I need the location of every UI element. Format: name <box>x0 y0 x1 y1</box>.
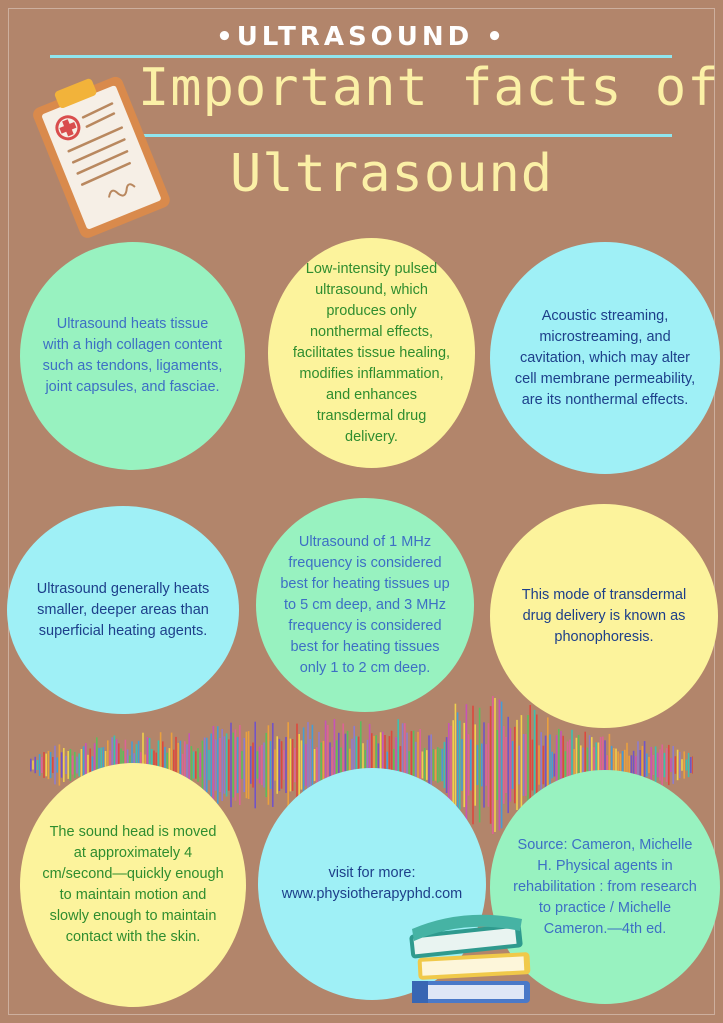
wave-bar <box>309 739 311 791</box>
wave-bar <box>72 756 74 775</box>
wave-bar <box>54 746 56 785</box>
wave-bar <box>210 734 212 797</box>
wave-bar <box>290 739 292 792</box>
wave-bar <box>554 754 556 777</box>
wave-bar <box>298 734 300 796</box>
wave-bar <box>250 746 252 784</box>
wave-bar <box>246 732 248 799</box>
wave-bar <box>477 745 479 785</box>
wave-bar <box>279 739 281 791</box>
wave-bar <box>281 741 283 789</box>
wave-bar <box>213 726 215 804</box>
fact-circle-collagen <box>20 242 245 470</box>
wave-bar <box>472 706 474 825</box>
fact-text: Ultrasound generally heats smaller, deeper areas than superficial heating agents. <box>36 580 210 639</box>
wave-bar <box>217 726 219 803</box>
wave-bar <box>481 744 483 787</box>
wave-bar <box>468 734 470 795</box>
wave-bar <box>230 723 232 808</box>
wave-bar <box>474 724 476 805</box>
wave-bar <box>296 724 298 807</box>
wave-bar <box>677 750 679 781</box>
wave-bar <box>232 733 234 798</box>
kicker-label: •ULTRASOUND • <box>216 22 507 52</box>
wave-bar <box>215 739 217 790</box>
wave-bar <box>56 757 58 772</box>
wave-bar <box>446 737 448 793</box>
wave-bar <box>675 756 677 774</box>
wave-bar <box>301 740 303 789</box>
wave-bar <box>285 737 287 793</box>
wave-bar <box>294 748 296 782</box>
wave-bar <box>287 722 289 808</box>
source-text: Source: Cameron, Michelle H. Physical agents in rehabilitation : from research to practice / Michelle Cameron.—4th ed. <box>513 836 697 937</box>
wave-bar <box>459 721 461 810</box>
fact-circle-frequency <box>256 498 474 712</box>
wave-bar <box>686 760 688 771</box>
wave-bar <box>48 751 50 779</box>
wave-bar <box>499 700 501 831</box>
wave-bar <box>191 746 193 784</box>
wave-bar <box>666 748 668 782</box>
wave-bar <box>466 704 468 826</box>
wave-bar <box>78 754 80 777</box>
wave-bar <box>490 706 492 824</box>
wave-bar <box>483 722 485 807</box>
wave-bar <box>659 749 661 780</box>
wave-bar <box>199 753 201 778</box>
wave-bar <box>681 759 683 771</box>
title-line-1: Important facts of <box>138 58 720 118</box>
wave-bar <box>274 750 276 781</box>
wave-bar <box>521 715 523 815</box>
wave-bar <box>646 754 648 777</box>
wave-bar <box>492 696 494 834</box>
wave-bar <box>516 720 518 810</box>
wave-bar <box>525 734 527 796</box>
wave-bar <box>263 743 265 788</box>
wave-bar <box>664 753 666 777</box>
wave-bar <box>70 749 72 781</box>
wave-bar <box>692 756 693 773</box>
wave-bar <box>39 754 41 776</box>
wave-bar <box>496 730 498 800</box>
wave-bar <box>635 756 637 774</box>
wave-bar <box>457 712 459 817</box>
wave-bar <box>228 739 230 790</box>
wave-bar <box>204 738 206 793</box>
wave-bar <box>202 741 204 790</box>
wave-bar <box>241 751 243 779</box>
wave-bar <box>292 739 294 791</box>
wave-bar <box>252 743 254 788</box>
wave-bar <box>450 726 452 804</box>
wave-bar <box>67 751 69 779</box>
wave-bar <box>224 736 226 793</box>
wave-bar <box>270 741 272 789</box>
wave-bar <box>259 747 261 784</box>
wave-bar <box>657 753 659 778</box>
wave-bar <box>688 753 690 777</box>
wave-bar <box>74 752 76 778</box>
wave-bar <box>65 756 67 774</box>
wave-bar <box>254 722 256 809</box>
wave-bar <box>543 746 545 785</box>
fact-circle-sound-head <box>20 763 246 1007</box>
wave-bar <box>655 746 657 783</box>
wave-bar <box>551 752 553 779</box>
wave-bar <box>661 745 663 786</box>
wave-bar <box>283 750 285 780</box>
wave-bar <box>510 728 512 801</box>
wave-bar <box>424 748 426 782</box>
wave-bar <box>422 752 424 779</box>
wave-bar <box>221 729 223 801</box>
wave-bar <box>631 755 633 774</box>
wave-bar <box>34 757 36 773</box>
wave-bar <box>239 725 241 805</box>
wave-bar <box>670 758 672 772</box>
wave-bar <box>76 757 78 774</box>
wave-bar <box>261 745 263 785</box>
wave-bar <box>305 744 307 786</box>
wave-bar <box>61 752 63 777</box>
wave-bar <box>648 757 650 773</box>
wave-bar <box>276 736 278 794</box>
wave-bar <box>314 749 316 781</box>
wave-bar <box>650 747 652 783</box>
wave-bar <box>470 740 472 791</box>
wave-bar <box>444 742 446 788</box>
wave-bar <box>668 745 670 785</box>
books-icon <box>404 905 539 1015</box>
visit-text <box>282 863 463 905</box>
wave-bar <box>433 749 435 781</box>
wave-bar <box>32 761 34 770</box>
fact-text: Ultrasound heats tissue with a high collagen content such as tendons, ligaments, joint capsules, and fasciae. <box>42 316 223 395</box>
wave-bar <box>512 741 514 789</box>
wave-bar <box>195 751 197 778</box>
wave-bar <box>208 750 210 780</box>
fact-circle-depth <box>7 506 239 714</box>
wave-bar <box>514 727 516 804</box>
fact-text: This mode of transdermal drug delivery is known as phonophoresis. <box>521 586 687 645</box>
wave-bar <box>219 738 221 792</box>
wave-bar <box>653 755 655 775</box>
fact-circle-pulsed <box>268 238 475 468</box>
wave-bar <box>63 748 65 782</box>
wave-bar <box>435 749 437 780</box>
wave-bar <box>538 745 540 784</box>
wave-bar <box>507 717 509 813</box>
wave-bar <box>485 744 487 786</box>
wave-bar <box>672 746 674 784</box>
wave-bar <box>494 698 496 832</box>
wave-bar <box>41 757 43 773</box>
wave-bar <box>479 708 481 823</box>
wave-bar <box>461 739 463 791</box>
wave-bar <box>452 720 454 810</box>
wave-bar <box>679 752 681 778</box>
visit-label: visit for more: <box>328 865 416 881</box>
wave-bar <box>523 734 525 796</box>
wave-bar <box>206 738 208 793</box>
wave-bar <box>690 757 692 773</box>
clipboard-icon <box>14 60 174 245</box>
fact-circle-nonthermal <box>490 242 720 474</box>
wave-bar <box>501 702 503 829</box>
wave-bar <box>441 749 443 781</box>
wave-bar <box>488 723 490 807</box>
visit-link[interactable]: www.physiotherapyphd.com <box>281 886 463 902</box>
wave-bar <box>37 760 39 770</box>
wave-bar <box>265 733 267 797</box>
wave-bar <box>59 744 61 785</box>
middle-rule <box>140 134 672 137</box>
wave-bar <box>565 751 567 779</box>
fact-text: Acoustic streaming, microstreaming, and cavitation, which may alter cell membrane permeability, are its nonthermal effects. <box>514 307 696 408</box>
fact-text: The sound head is moved at approximately 4 cm/second—quickly enough to maintain motion and slowly enough to maintain contact with the skin. <box>42 824 224 945</box>
wave-bar <box>272 723 274 807</box>
wave-bar <box>43 752 45 778</box>
wave-bar <box>193 752 195 779</box>
fact-text: Ultrasound of 1 MHz frequency is considered best for heating tissues up to 5 cm deep, and 3 MHz frequency is considered best for heating tissues only 1 to 2 cm deep. <box>280 533 450 676</box>
wave-bar <box>532 740 534 791</box>
wave-bar <box>426 750 428 780</box>
wave-bar <box>463 723 465 807</box>
wave-bar <box>50 752 52 778</box>
wave-bar <box>52 757 54 773</box>
wave-bar <box>45 754 47 777</box>
wave-bar <box>518 746 520 785</box>
wave-bar <box>226 733 228 796</box>
fact-circle-phonophoresis <box>490 504 718 728</box>
wave-bar <box>437 747 439 783</box>
wave-bar <box>235 729 237 800</box>
wave-bar <box>268 725 270 805</box>
wave-bar <box>503 726 505 804</box>
wave-bar <box>237 737 239 793</box>
fact-text: Low-intensity pulsed ultrasound, which produces only nonthermal effects, facilitates tissue healing, modifies inflammation, and enhances transdermal drug delivery. <box>292 260 451 445</box>
wave-bar <box>243 738 245 792</box>
wave-bar <box>182 754 184 776</box>
wave-bar <box>448 723 450 807</box>
wave-bar <box>248 731 250 799</box>
title-line-2: Ultrasound <box>230 144 554 204</box>
wave-bar <box>316 747 318 782</box>
wave-bar <box>683 751 685 778</box>
wave-bar <box>257 751 259 778</box>
wave-bar <box>30 759 32 772</box>
wave-bar <box>197 748 199 782</box>
wave-bar <box>439 748 441 781</box>
wave-bar <box>505 737 507 793</box>
